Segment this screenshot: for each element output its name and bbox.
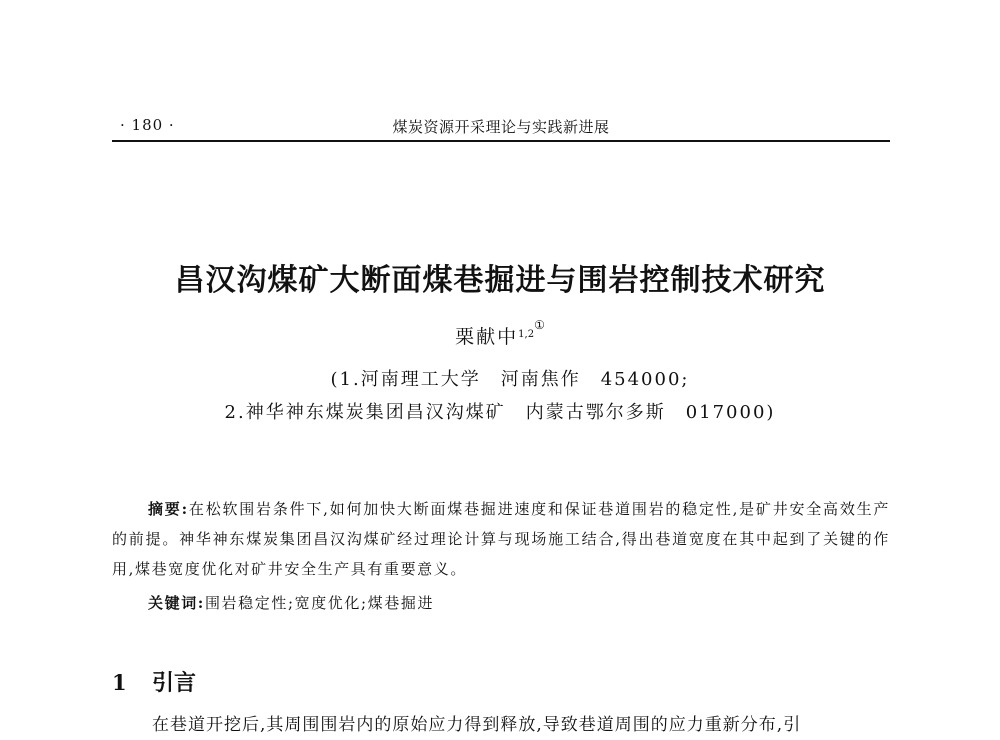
abstract xyxy=(112,494,890,584)
author-affiliation-marks: 1,2 xyxy=(518,329,535,340)
keywords-label: 关键词: xyxy=(148,594,205,612)
body-paragraph: 在巷道开挖后,其周围围岩内的原始应力得到释放,导致巷道周围的应力重新分布,引 xyxy=(152,715,802,735)
keywords xyxy=(148,592,890,613)
abstract-text: 在松软围岩条件下,如何加快大断面煤巷掘进速度和保证巷道围岩的稳定性,是矿井安全高效生产的前提。神华神东煤炭集团昌汉沟煤矿经过理论计算与现场施工结合,得出巷道宽度在其中起到了关键的作用,煤巷宽度优化对矿井安全生产具有重要意义。 xyxy=(112,500,891,578)
affiliation-2: 2.神华神东煤炭集团昌汉沟煤矿 内蒙古鄂尔多斯 017000) xyxy=(224,402,776,423)
keywords-text: 围岩稳定性;宽度优化;煤巷掘进 xyxy=(204,594,435,612)
page-number: · 180 · xyxy=(120,116,175,134)
section-title: 引言 xyxy=(152,671,197,696)
author-footnote-mark: ① xyxy=(534,318,545,332)
journal-title: 煤炭资源开采理论与实践新进展 xyxy=(392,118,610,136)
section-heading-introduction xyxy=(112,666,196,697)
affiliation-1: (1.河南理工大学 河南焦作 454000; xyxy=(330,369,690,390)
section-number: 1 xyxy=(112,670,127,695)
header-rule xyxy=(112,140,890,142)
abstract-label: 摘要: xyxy=(148,500,189,518)
author-line xyxy=(0,318,1000,349)
paper-title: 昌汉沟煤矿大断面煤巷掘进与围岩控制技术研究 xyxy=(174,263,826,298)
author-name: 栗献中 xyxy=(455,326,519,348)
running-head xyxy=(112,114,890,138)
